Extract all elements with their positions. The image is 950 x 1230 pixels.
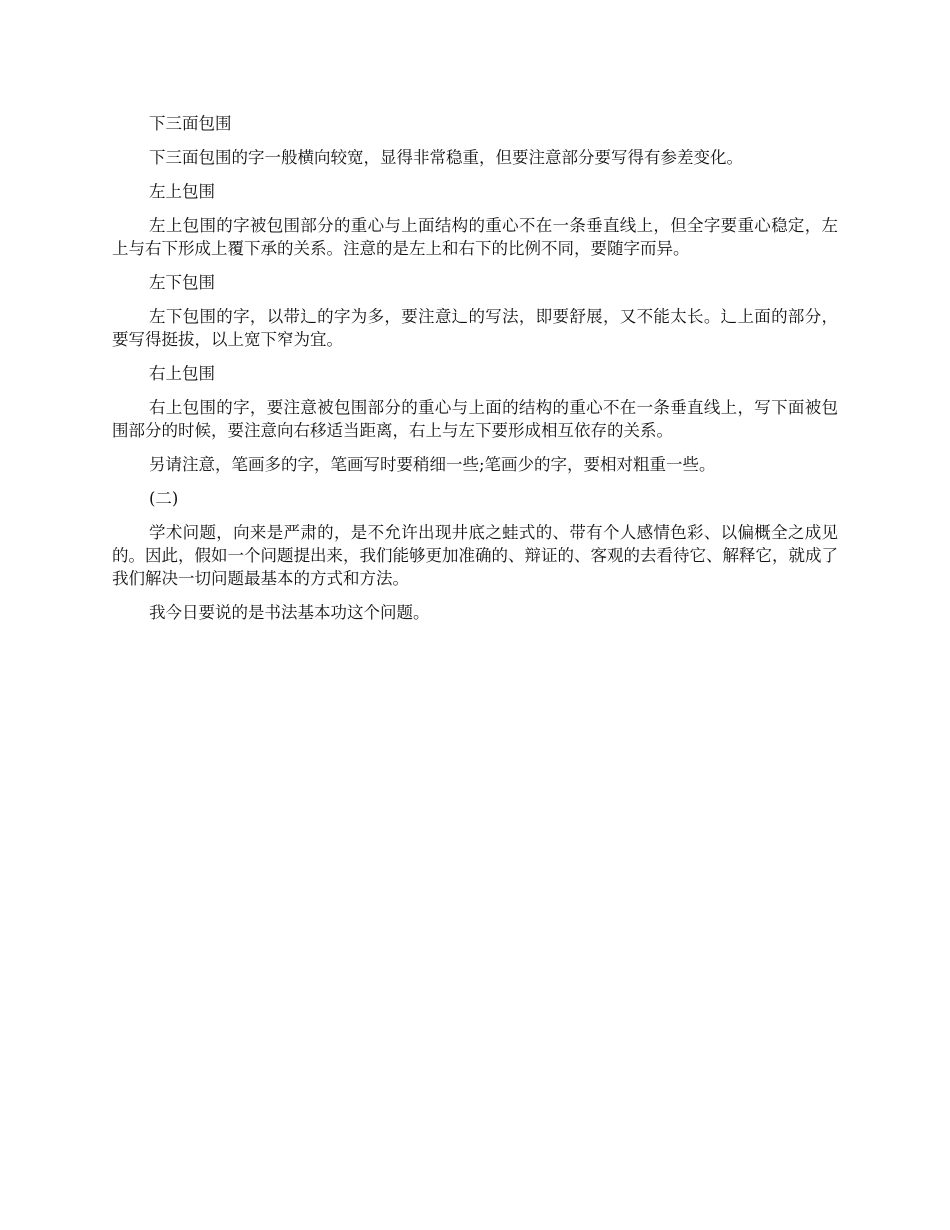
document-body (112, 112, 838, 635)
heading-upper-left-enclosure: 左上包围 (149, 182, 215, 201)
paragraph-academic-issues: 学术问题，向来是严肃的，是不允许出现井底之蛙式的、带有个人感情色彩、以偏概全之成见的。因此，假如一个问题提出来，我们能够更加准确的、辩证的、客观的去看待它、解释它，就成了我们解决一切问题最基本的方式和方法。 (112, 523, 838, 588)
paragraph-upper-right-enclosure: 右上包围的字，要注意被包围部分的重心与上面的结构的重心不在一条垂直线上，写下面被包围部分的时候，要注意向右移适当距离，右上与左下要形成相互依存的关系。 (112, 398, 838, 440)
heading-lower-left-enclosure: 左下包围 (149, 273, 215, 292)
section-marker: (二) (149, 489, 179, 508)
paragraph-lower-three-enclosure: 下三面包围的字一般横向较宽，显得非常稳重，但要注意部分要写得有参差变化。 (149, 148, 743, 167)
paragraph-stroke-note: 另请注意，笔画多的字，笔画写时要稍细一些;笔画少的字，要相对粗重一些。 (149, 455, 716, 474)
paragraph-upper-left-enclosure: 左上包围的字被包围部分的重心与上面结构的重心不在一条垂直线上，但全字要重心稳定，左上与右下形成上覆下承的关系。注意的是左上和右下的比例不同，要随字而异。 (112, 216, 838, 258)
paragraph-topic-statement: 我今日要说的是书法基本功这个问题。 (149, 603, 430, 622)
heading-lower-three-enclosure: 下三面包围 (149, 114, 232, 133)
paragraph-lower-left-enclosure: 左下包围的字，以带辶的字为多，要注意辶的写法，即要舒展，又不能太长。辶上面的部分，要写得挺拔，以上宽下窄为宜。 (112, 307, 838, 349)
heading-upper-right-enclosure: 右上包围 (149, 364, 215, 383)
